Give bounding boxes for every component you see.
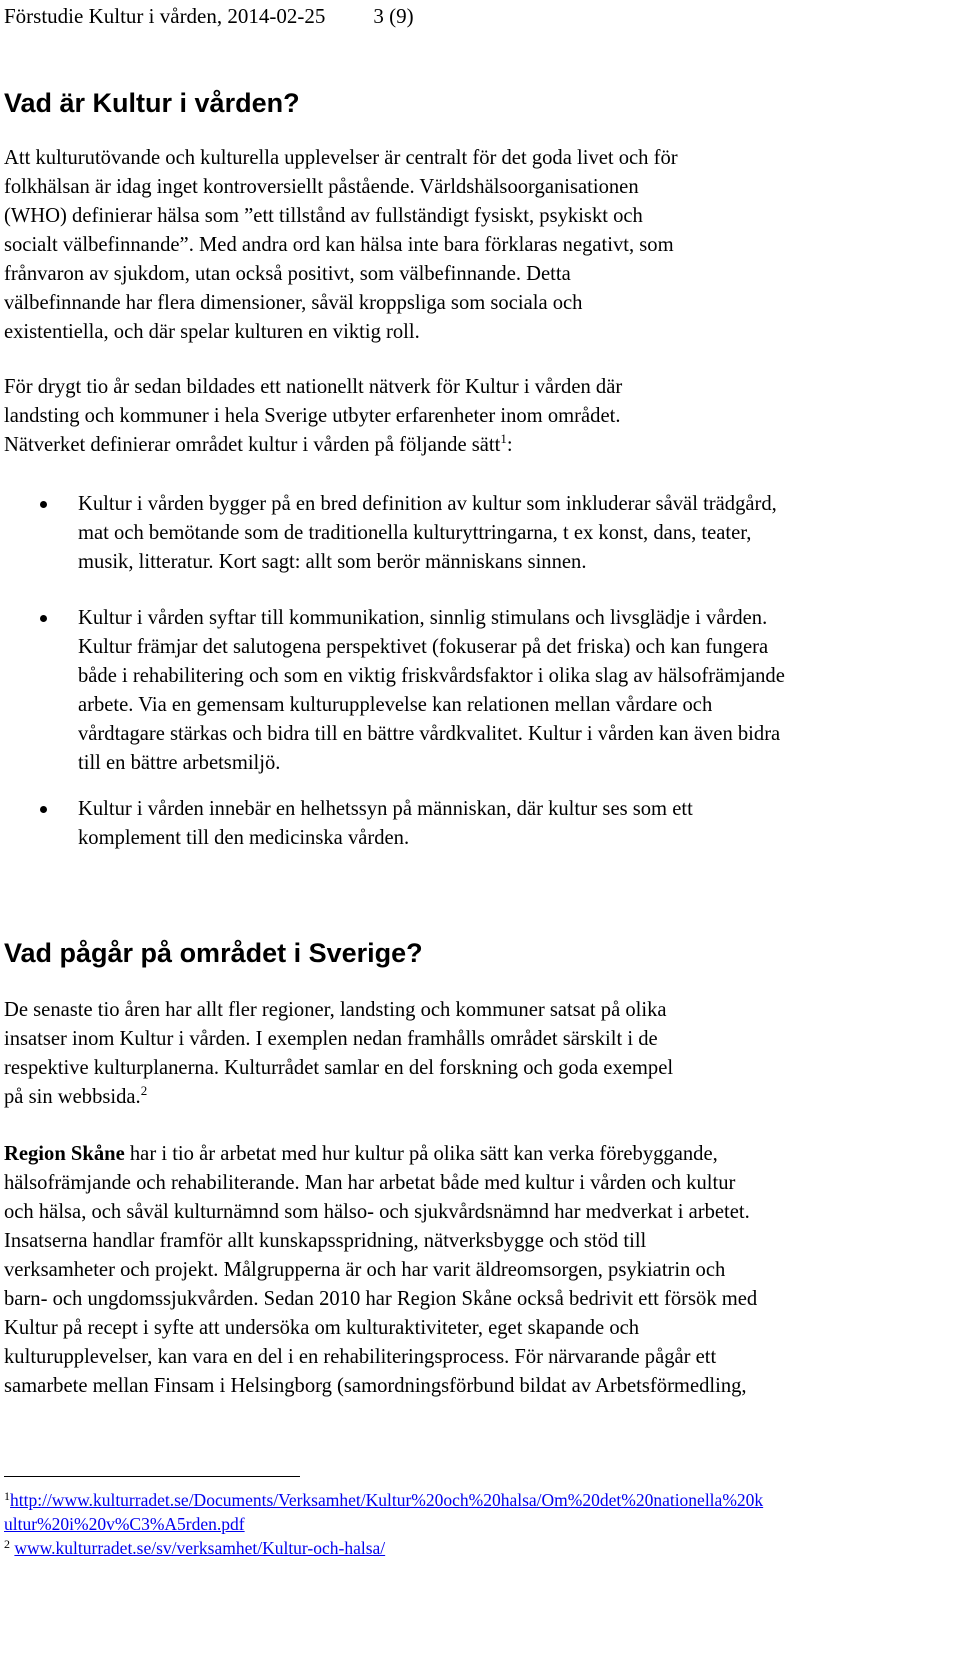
paragraph-line: insatser inom Kultur i vården. I exemplen nedan framhålls området särskilt i de <box>4 1028 658 1050</box>
paragraph-line <box>4 431 914 460</box>
footnote-link-2[interactable]: www.kulturradet.se/sv/verksamhet/Kultur-och-halsa/ <box>14 1538 386 1558</box>
paragraph-line: hälsofrämjande och rehabiliterande. Man har arbetat både med kultur i vården och kultur <box>4 1172 736 1194</box>
bullet-line: både i rehabilitering och som en viktig friskvårdsfaktor i olika slag av hälsofrämjande <box>78 665 785 687</box>
paragraph-line: De senaste tio åren har allt fler regioner, landsting och kommuner satsat på olika <box>4 999 667 1021</box>
paragraph-line: välbefinnande har flera dimensioner, såväl kroppsliga som sociala och <box>4 292 583 314</box>
paragraph-line <box>4 1083 914 1112</box>
paragraph-text: Nätverket definierar området kultur i vården på följande sätt <box>4 434 501 456</box>
bullet-icon <box>40 806 47 813</box>
footnote-number: 1 <box>4 1489 10 1503</box>
paragraph-line: verksamheter och projekt. Målgrupperna är och har varit äldreomsorgen, psykiatrin och <box>4 1259 726 1281</box>
page-header <box>4 2 414 30</box>
bullet-text <box>78 795 693 853</box>
section-heading-sweden: Vad pågår på området i Sverige? <box>4 938 423 968</box>
bullet-line: Kultur i vården bygger på en bred definition av kultur som inkluderar såväl trädgård, <box>78 493 777 515</box>
bullet-line: Kultur i vården syftar till kommunikation, sinnlig stimulans och livsglädje i vården. <box>78 607 768 629</box>
footnote-1-continued <box>4 1512 934 1536</box>
paragraph-line: Att kulturutövande och kulturella upplevelser är centralt för det goda livet och för <box>4 147 678 169</box>
bullet-line: Kultur främjar det salutogena perspektivet (fokuserar på det friska) och kan fungera <box>78 636 769 658</box>
footnote-2 <box>4 1536 934 1560</box>
paragraph-intro <box>4 144 914 347</box>
footnotes <box>4 1488 934 1560</box>
paragraph-line: socialt välbefinnande”. Med andra ord kan hälsa inte bara förklaras negativt, som <box>4 234 674 256</box>
paragraph-text: har i tio år arbetat med hur kultur på olika sätt kan verka förebyggande, <box>124 1143 718 1165</box>
header-title: Förstudie Kultur i vården, 2014-02-25 <box>4 4 326 28</box>
paragraph-recent-years <box>4 996 914 1112</box>
paragraph-line: För drygt tio år sedan bildades ett nationellt nätverk för Kultur i vården där <box>4 376 623 398</box>
paragraph-text: : <box>506 434 513 456</box>
bullet-line: vårdtagare stärkas och bidra till en bättre vårdkvalitet. Kultur i vården kan även bidra <box>78 723 781 745</box>
footnote-link-1-continued[interactable]: ultur%20i%20v%C3%A5rden.pdf <box>4 1514 245 1534</box>
bullet-line: mat och bemötande som de traditionella kulturyttringarna, t ex konst, dans, teater, <box>78 522 752 544</box>
paragraph-line: kulturupplevelser, kan vara en del i en rehabiliteringsprocess. För närvarande pågår ett <box>4 1346 717 1368</box>
paragraph-network <box>4 373 914 460</box>
paragraph-line: existentiella, och där spelar kulturen en viktig roll. <box>4 321 420 343</box>
bullet-icon <box>40 615 47 622</box>
bullet-line: Kultur i vården innebär en helhetssyn på människan, där kultur ses som ett <box>78 798 693 820</box>
paragraph-line <box>4 1140 914 1169</box>
footnote-link-1[interactable]: http://www.kulturradet.se/Documents/Verksamhet/Kultur%20och%20halsa/Om%20det%20nationella%20k <box>10 1490 764 1510</box>
paragraph-line: frånvaron av sjukdom, utan också positivt, som välbefinnande. Detta <box>4 263 571 285</box>
paragraph-line: landsting och kommuner i hela Sverige utbyter erfarenheter inom området. <box>4 405 621 427</box>
bullet-line: till en bättre arbetsmiljö. <box>78 752 281 774</box>
footnote-number: 2 <box>4 1537 10 1551</box>
header-page-number: 3 (9) <box>373 4 414 28</box>
bullet-text <box>78 490 777 577</box>
paragraph-line: (WHO) definierar hälsa som ”ett tillstånd av fullständigt fysiskt, psykiskt och <box>4 205 643 227</box>
paragraph-line: Insatserna handlar framför allt kunskapsspridning, nätverksbygge och stöd till <box>4 1230 647 1252</box>
bullet-line: komplement till den medicinska vården. <box>78 827 410 849</box>
footnote-ref-2: 2 <box>140 1083 148 1098</box>
paragraph-line: folkhälsan är idag inget kontroversiellt påstående. Världshälsoorganisationen <box>4 176 639 198</box>
paragraph-line: och hälsa, och såväl kulturnämnd som hälso- och sjukvårdsnämnd har medverkat i arbetet. <box>4 1201 750 1223</box>
paragraph-region-skane <box>4 1140 914 1401</box>
bullet-line: arbete. Via en gemensam kulturupplevelse kan relationen mellan vårdare och <box>78 694 713 716</box>
footnote-divider <box>4 1476 300 1477</box>
paragraph-line: Kultur på recept i syfte att undersöka om kulturaktiviteter, eget skapande och <box>4 1317 640 1339</box>
paragraph-line: respektive kulturplanerna. Kulturrådet samlar en del forskning och goda exempel <box>4 1057 674 1079</box>
region-name: Region Skåne <box>4 1143 125 1165</box>
paragraph-line: samarbete mellan Finsam i Helsingborg (samordningsförbund bildat av Arbetsförmedling, <box>4 1375 747 1397</box>
paragraph-text: på sin webbsida. <box>4 1086 141 1108</box>
footnote-ref-1: 1 <box>500 431 507 446</box>
footnote-1 <box>4 1488 934 1512</box>
bullet-icon <box>40 501 47 508</box>
bullet-line: musik, litteratur. Kort sagt: allt som berör människans sinnen. <box>78 551 587 573</box>
paragraph-line: barn- och ungdomssjukvården. Sedan 2010 har Region Skåne också bedrivit ett försök med <box>4 1288 758 1310</box>
bullet-text <box>78 604 785 778</box>
section-heading-what-is: Vad är Kultur i vården? <box>4 88 300 118</box>
